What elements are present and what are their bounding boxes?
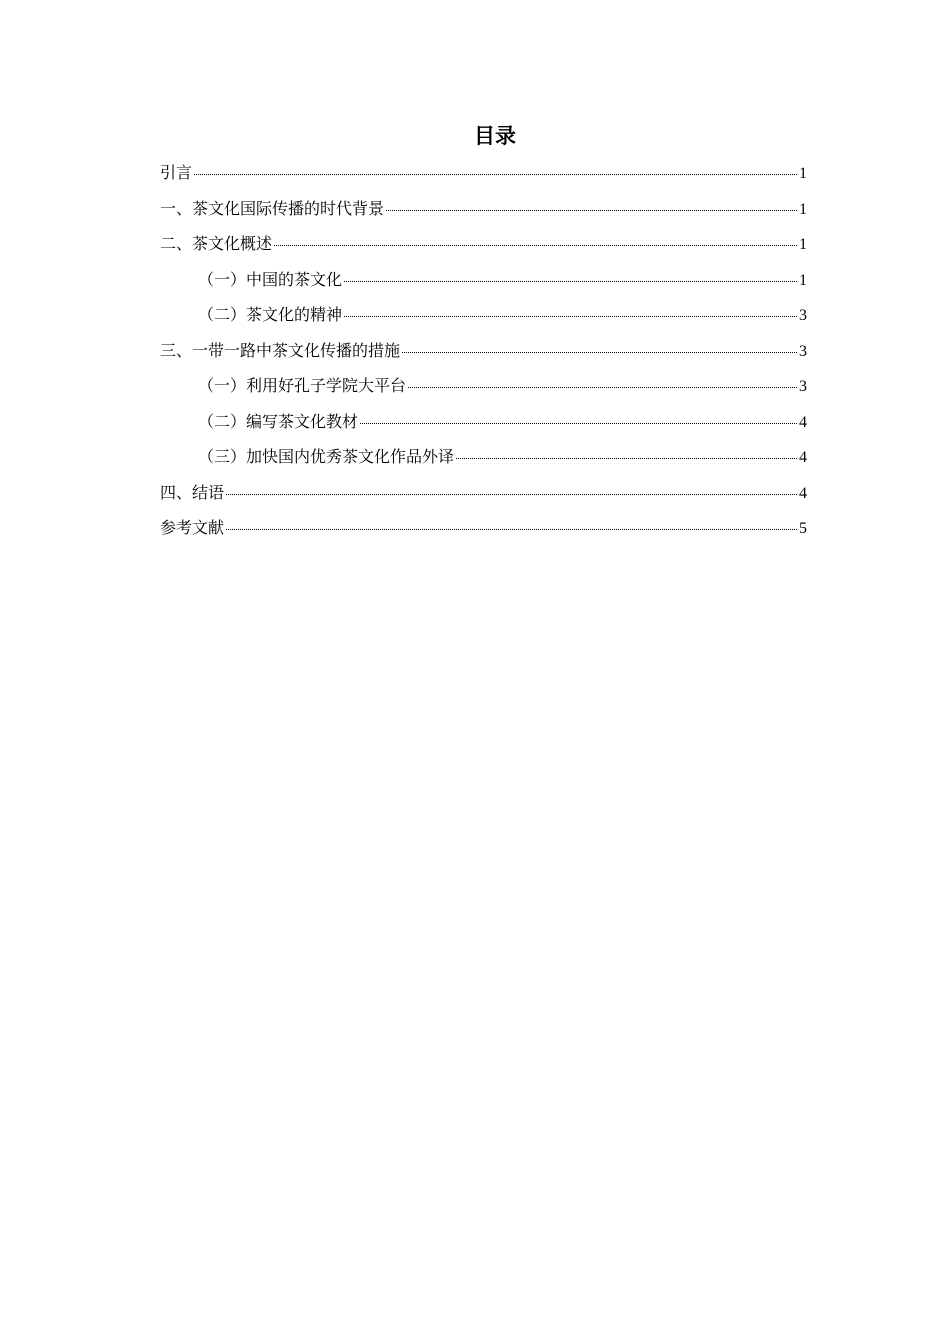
toc-entry[interactable] [160,404,807,440]
toc-entry-page: 4 [799,413,807,431]
toc-dot-leader [408,386,797,388]
toc-entry[interactable] [160,333,807,369]
toc-entry-page: 1 [799,200,807,218]
toc-entry[interactable] [160,191,807,227]
toc-entry-page: 1 [799,236,807,253]
toc-entry-label: （二）编写茶文化教材 [198,411,359,431]
toc-entry-label: 二、茶文化概述 [160,234,273,253]
toc-entry-label: 一、茶文化国际传播的时代背景 [160,198,385,218]
toc-title: 目录 [474,124,516,148]
toc-entry[interactable] [160,297,807,333]
toc-dot-leader [344,315,797,317]
toc-entry-label: （一）利用好孔子学院大平台 [198,376,407,395]
toc-dot-leader [274,244,797,246]
toc-dot-leader [402,351,797,353]
toc-entry-page: 3 [799,378,807,395]
toc-entry-label: 引言 [160,163,193,182]
toc-entry-page: 4 [799,484,807,502]
toc-dot-leader [226,528,797,530]
toc-dot-leader [194,173,797,175]
toc-entry-page: 5 [799,520,807,537]
toc-dot-leader [226,493,797,495]
toc-entry-page: 4 [799,449,807,466]
toc-entry[interactable] [160,439,807,475]
toc-entry-page: 3 [799,342,807,360]
toc-entry-page: 1 [799,165,807,182]
toc-entry[interactable] [160,262,807,298]
toc-dot-leader [386,209,797,211]
toc-entry-page: 1 [799,271,807,289]
toc-dot-leader [344,280,797,282]
toc-dot-leader [360,422,797,424]
toc-entry-label: （二）茶文化的精神 [198,305,343,324]
toc-entry-label: 参考文献 [160,518,225,537]
toc-entry-page: 3 [799,307,807,324]
toc-entry-label: （三）加快国内优秀茶文化作品外译 [198,447,455,466]
toc-entry[interactable] [160,226,807,262]
toc-entry[interactable] [160,368,807,404]
toc-entry[interactable] [160,475,807,511]
toc-list [160,155,807,546]
toc-entry[interactable] [160,510,807,546]
toc-dot-leader [456,457,797,459]
toc-entry-label: （一）中国的茶文化 [198,269,343,289]
toc-entry-label: 四、结语 [160,482,225,502]
toc-entry[interactable] [160,155,807,191]
toc-entry-label: 三、一带一路中茶文化传播的措施 [160,340,401,360]
